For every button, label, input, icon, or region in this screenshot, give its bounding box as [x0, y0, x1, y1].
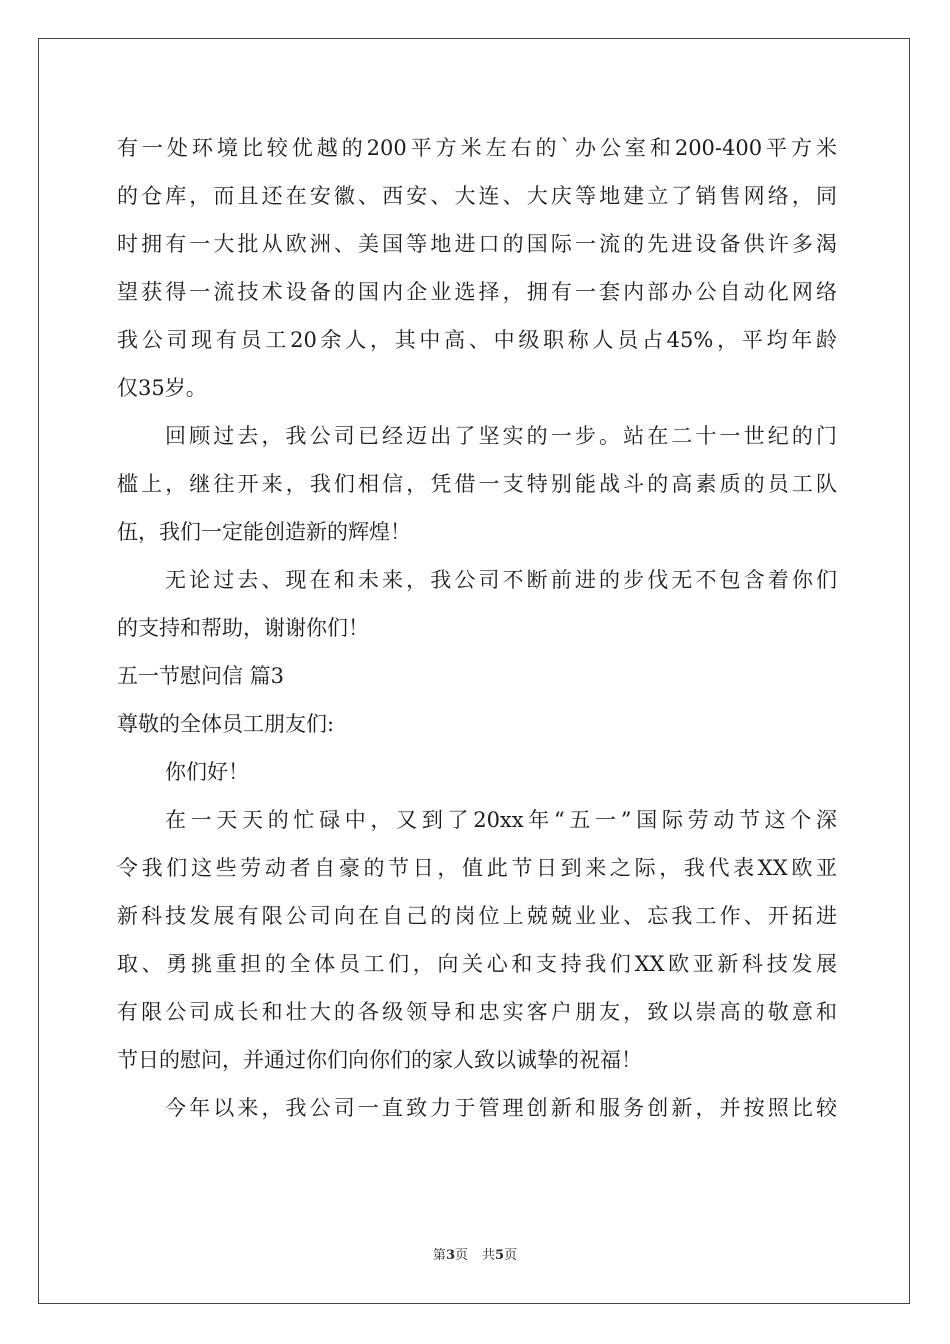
paragraph-line: 回顾过去，我公司已经迈出了坚实的一步。站在二十一世纪的门	[165, 424, 837, 448]
paragraph-line: 无论过去、现在和未来，我公司不断前进的步伐无不包含着你们	[165, 568, 837, 592]
page-footer	[0, 1247, 950, 1265]
paragraph-line: 槛上，继往开来，我们相信，凭借一支特别能战斗的高素质的员工队	[117, 472, 837, 496]
paragraph-line: 仅35岁。	[117, 376, 207, 400]
salutation: 尊敬的全体员工朋友们:	[117, 712, 335, 736]
section-heading: 五一节慰问信 篇3	[117, 664, 285, 688]
page-number: 3	[445, 1248, 455, 1263]
paragraph-line: 在一天天的忙碌中，又到了20xx年“五一”国际劳动节这个深	[165, 808, 837, 832]
paragraph-line: 我公司现有员工20余人，其中高、中级职称人员占45%，平均年龄	[117, 328, 837, 352]
page-prefix: 第	[432, 1248, 446, 1263]
page-total: 5	[495, 1248, 505, 1263]
paragraph-line: 伍，我们一定能创造新的辉煌！	[117, 520, 411, 544]
paragraph-line: 的支持和帮助，谢谢你们！	[117, 616, 369, 640]
greeting: 你们好！	[165, 760, 249, 784]
total-prefix: 共	[482, 1248, 496, 1263]
paragraph-line: 望获得一流技术设备的国内企业选择，拥有一套内部办公自动化网络	[117, 280, 837, 304]
paragraph-line: 节日的慰问，并通过你们向你们的家人致以诚挚的祝福！	[117, 1048, 642, 1072]
total-suffix: 页	[504, 1248, 518, 1263]
paragraph-line: 新科技发展有限公司向在自己的岗位上兢兢业业、忘我工作、开拓进	[117, 904, 837, 928]
paragraph-line: 取、勇挑重担的全体员工们，向关心和支持我们XX欧亚新科技发展	[117, 952, 837, 976]
paragraph-line: 有一处环境比较优越的200平方米左右的`办公室和200-400平方米	[117, 136, 837, 160]
paragraph-line: 令我们这些劳动者自豪的节日，值此节日到来之际，我代表XX欧亚	[117, 856, 837, 880]
paragraph-line: 的仓库，而且还在安徽、西安、大连、大庆等地建立了销售网络，同	[117, 184, 837, 208]
paragraph-line: 今年以来，我公司一直致力于管理创新和服务创新，并按照比较	[165, 1096, 837, 1120]
paragraph-line: 时拥有一大批从欧洲、美国等地进口的国际一流的先进设备供许多渴	[117, 232, 837, 256]
paragraph-line: 有限公司成长和壮大的各级领导和忠实客户朋友，致以崇高的敬意和	[117, 1000, 837, 1024]
page-suffix: 页	[454, 1248, 468, 1263]
